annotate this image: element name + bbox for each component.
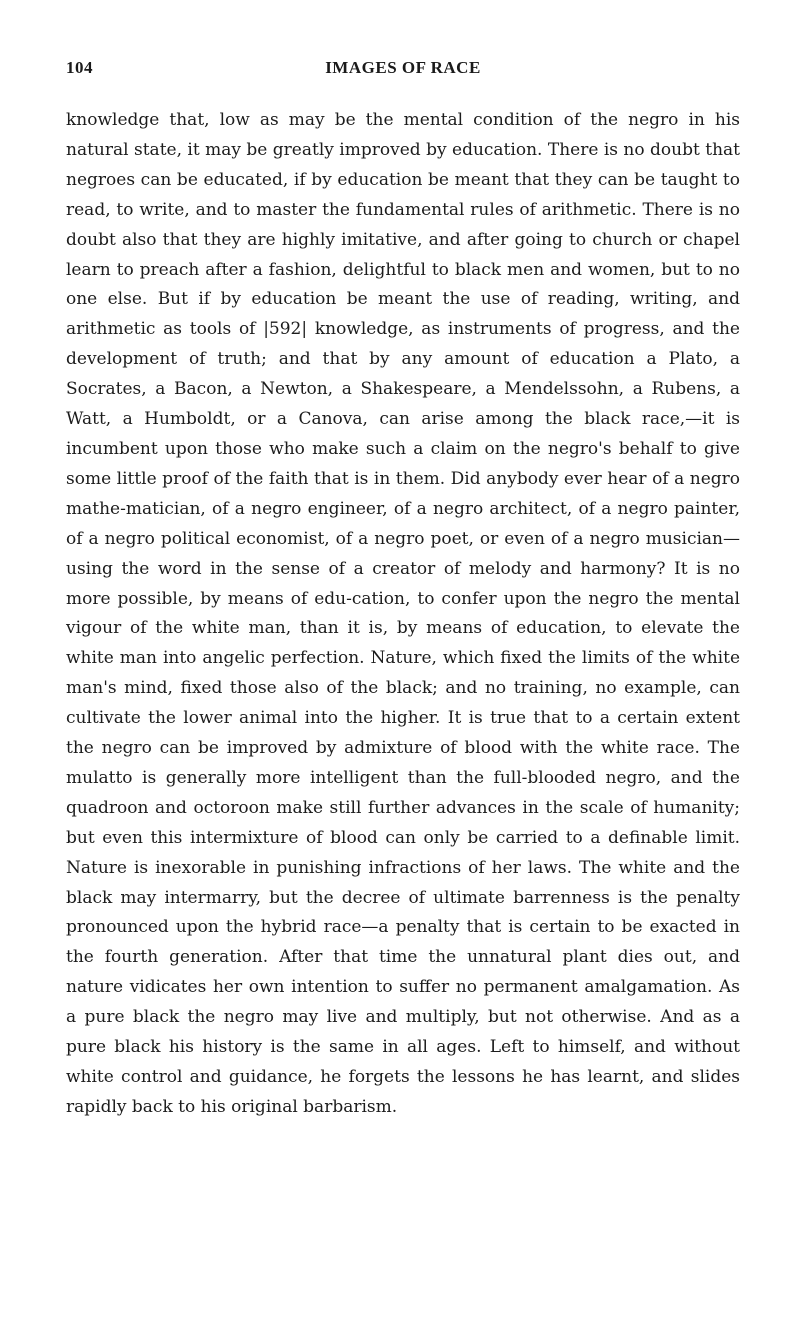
page-number: 104 [66,58,93,77]
running-head [66,58,740,82]
running-title: IMAGES OF RACE [325,58,481,77]
body-paragraph: knowledge that, low as may be the mental condition of the negro in his natural state, it may be greatly improved by education. There is no doubt that negroes can be educated, if by education be meant that they can be taught to read, to write, and to master the fundamental rules of arithmetic. There is no doubt also that they are highly imitative, and after going to church or chapel learn to preach after a fashion, delightful to black men and women, but to no one else. But if by education be meant the use of reading, writing, and arithmetic as tools of |592| knowledge, as instruments of progress, and the development of truth; and that by any amount of education a Plato, a Socrates, a Bacon, a Newton, a Shakespeare, a Mendelssohn, a Rubens, a Watt, a Humboldt, or a Canova, can arise among the black race,—it is incumbent upon those who make such a claim on the negro's behalf to give some little proof of the faith that is in them. Did anybody ever hear of a negro mathe-matician, of a negro engineer, of a negro architect, of a negro painter, of a negro political economist, of a negro poet, or even of a negro musician—using the word in the sense of a creator of melody and harmony? It is no more possible, by means of edu-cation, to confer upon the negro the mental vigour of the white man, than it is, by means of education, to elevate the white man into angelic perfection. Nature, which fixed the limits of the white man's mind, fixed those also of the black; and no training, no example, can cultivate the lower animal into the higher. It is true that to a certain extent the negro can be improved by admixture of blood with the white race. The mulatto is generally more intelligent than the full-blooded negro, and the quadroon and octoroon make still further advances in the scale of humanity; but even this intermixture of blood can only be carried to a definable limit. Nature is inexorable in punishing infractions of her laws. The white and the black may intermarry, but the decree of ultimate barrenness is the penalty pronounced upon the hybrid race—a penalty that is certain to be exacted in the fourth generation. After that time the unnatural plant dies out, and nature vidicates her own intention to suffer no permanent amalgamation. As a pure black the negro may live and multiply, but not otherwise. And as a pure black his history is the same in all ages. Left to himself, and without white control and guidance, he forgets the lessons he has learnt, and slides rapidly back to his original barbarism. [66,110,740,1117]
